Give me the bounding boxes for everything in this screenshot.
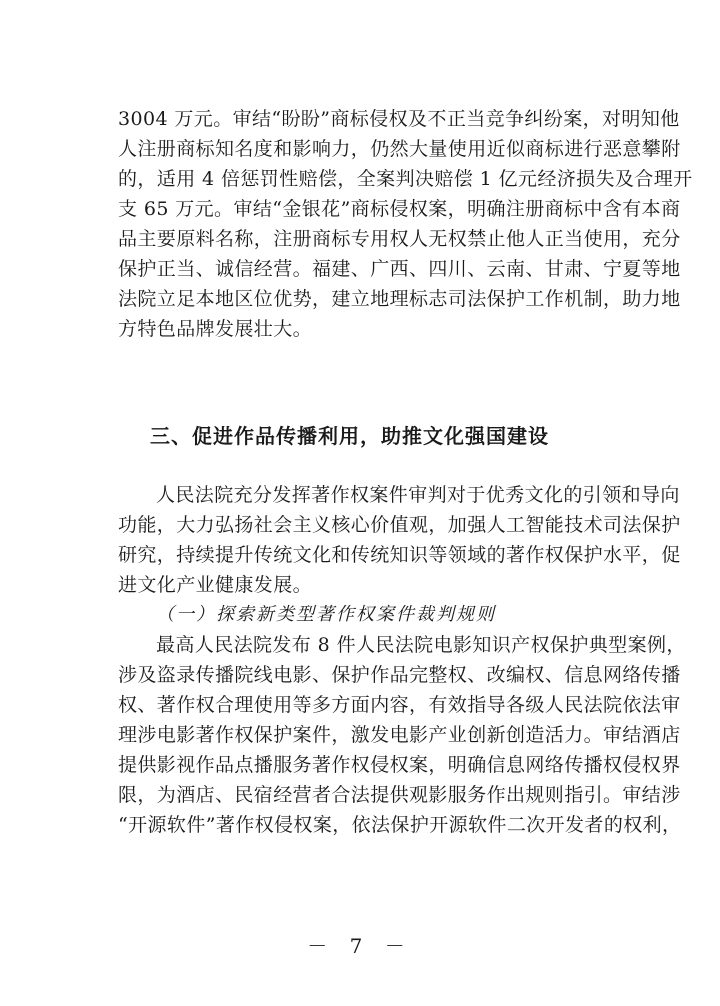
text-line: 的，适用 4 倍惩罚性赔偿，全案判决赔偿 1 亿元经济损失及合理开 [118, 168, 693, 190]
text-line: 研究，持续提升传统文化和传统知识等领域的著作权保护水平，促 [118, 544, 681, 566]
text-line: 提供影视作品点播服务著作权侵权案，明确信息网络传播权侵权界 [118, 754, 681, 776]
text-line: 保护正当、诚信经营。福建、广西、四川、云南、甘肃、宁夏等地 [118, 258, 681, 280]
paragraph-trademark-cases [118, 104, 693, 344]
text-line: 限，为酒店、民宿经营者合法提供观影服务作出规则指引。审结涉 [118, 784, 681, 806]
text-line: 人民法院充分发挥著作权案件审判对于优秀文化的引领和导向 [156, 484, 680, 506]
section-body [118, 480, 686, 840]
text-line: “开源软件”著作权侵权案，依法保护开源软件二次开发者的权利， [118, 814, 682, 836]
text-line: 法院立足本地区位优势，建立地理标志司法保护工作机制，助力地 [118, 288, 681, 310]
text-line: 涉及盗录传播院线电影、保护作品完整权、改编权、信息网络传播 [118, 664, 681, 686]
text-line: 3004 万元。审结“盼盼”商标侵权及不正当竞争纠纷案，对明知他 [118, 108, 680, 130]
text-line: 进文化产业健康发展。 [118, 574, 313, 596]
text-line: 支 65 万元。审结“金银花”商标侵权案，明确注册商标中含有本商 [118, 198, 681, 220]
section-heading: 三、促进作品传播利用，助推文化强国建设 [150, 424, 549, 448]
subsection-heading: （一）探索新类型著作权案件裁判规则 [156, 604, 496, 625]
text-line: 最高人民法院发布 8 件人民法院电影知识产权保护典型案例， [156, 634, 686, 656]
text-line: 功能，大力弘扬社会主义核心价值观，加强人工智能技术司法保护 [118, 514, 681, 536]
text-line: 品主要原料名称，注册商标专用权人无权禁止他人正当使用，充分 [118, 228, 681, 250]
text-line: 权、著作权合理使用等多方面内容，有效指导各级人民法院依法审 [118, 694, 681, 716]
page-number: － 7 － [307, 934, 413, 958]
text-line: 人注册商标知名度和影响力，仍然大量使用近似商标进行恶意攀附 [118, 138, 681, 160]
text-line: 理涉电影著作权保护案件，激发电影产业创新创造活力。审结酒店 [118, 724, 681, 746]
text-line: 方特色品牌发展壮大。 [118, 318, 313, 340]
